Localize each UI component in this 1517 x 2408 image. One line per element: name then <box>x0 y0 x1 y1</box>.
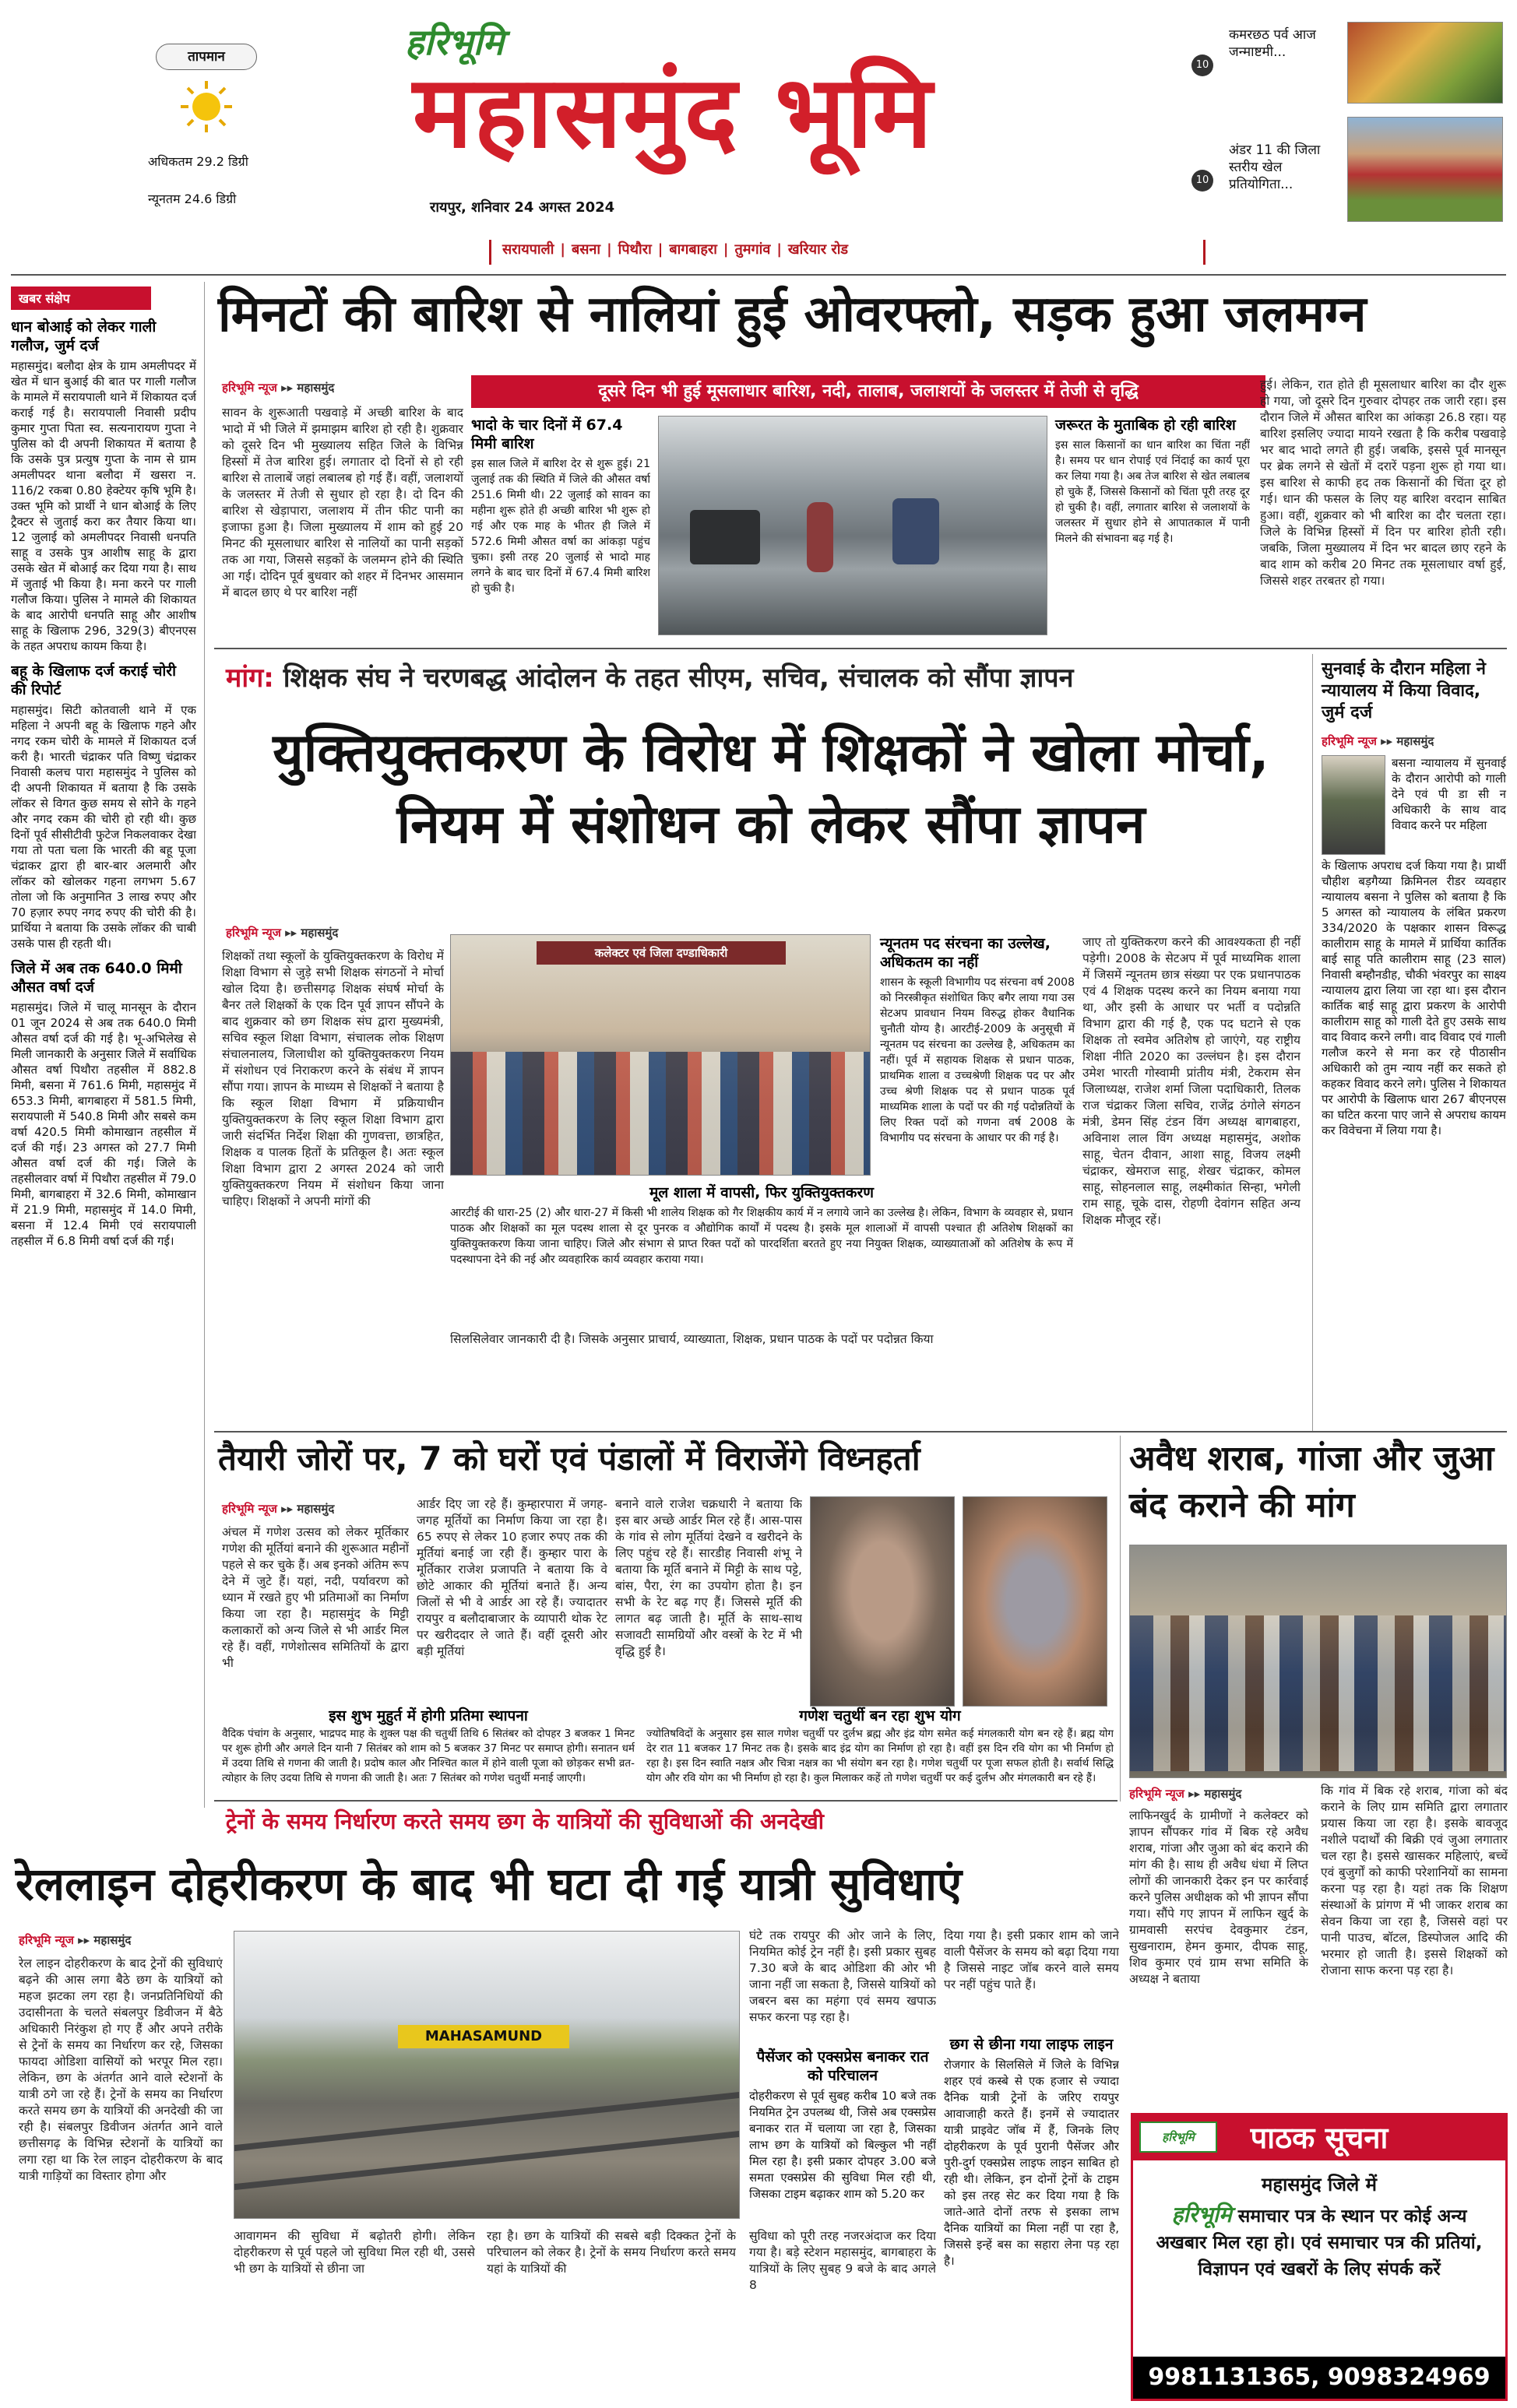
ganesh-byline: हरिभूमि न्यूज ▸▸ महासमुंद <box>222 1502 335 1516</box>
court-body: के खिलाफ अपराध दर्ज किया गया है। प्रार्थी चौहीश बड़गैय्या क्रिमिनल रीडर व्यवहार न्यायालय बसना ने पुलिस को बताया है कि 5 अगस्त को न्यायालय के लंबित प्रकरण 334/2020 के पक्षकार शासन विरूद्ध कालीराम साहू के मामले में प्रार्थिया कार्तिक बाई साहू पति कालीराम साहू (23 साल) निवासी बम्हौनडीह, चौकी भंवरपुर का साक्ष्य न्यायालय द्वारा लिया जा रहा था। इस दौरान कार्तिक बाई साहू द्वारा प्रकरण के आरोपी कालीराम साहू को गाली देते हुए उसके साथ वाद विवाद करने लगी। वाद विवाद एवं गाली गलौज करने से मना कर रहे पीठासीन अधिकारी को तुम न्याय नहीं कर सकते हो कहकर विवाद करने लगे। पुलिस ने शिकायत पर आरोपी के खिलाफ धारा 267 बीएनएस का घटित करना पाए जाने से अपराध कायम कर विवेचना में लिया गया है। <box>1322 859 1506 1137</box>
min-temp: न्यूनतम 24.6 डिग्री <box>148 192 237 206</box>
ganesh-col-2: आर्डर दिए जा रहे हैं। कुम्हारपारा में जगह-जगह मूर्तियों का निर्माण किया जा रहा है। 65 रुपए से लेकर 10 हजार रुपए तक की मूर्तियां बनाई जा रही हैं। कुम्हार पारा के मूर्तिकार राजेश प्रजापति ने बताया कि वे छोटे आकार की मूर्तियां बनाते हैं। अन्य जिलों से भी वे आर्डर आ रहे हैं। ज्यादातर रायपुर व बलौदाबाजार के व्यापारी थोक रेट पर खरीददार ले जाते हैं। वहीं दूसरी ओर बड़ी मूर्तियां <box>417 1497 607 1658</box>
rain-sub2-title: जरूरत के मुताबिक हो रही बारिश <box>1055 417 1236 434</box>
ganesh-sub1-title: इस शुभ मुहुर्त में होगी प्रतिमा स्थापना <box>329 1707 528 1724</box>
rain-street-photo <box>658 416 1047 635</box>
ganesh-sub2 <box>646 1707 1114 1811</box>
rail-sub2-title: छग से छीना गया लाइफ लाइन <box>949 2036 1114 2053</box>
rain-col-4: हुई। लेकिन, रात होते ही मूसलाधार बारिश का दौर शुरू हो गया, जो दूसरे दिन गुरुवार दोपहर तक जारी रहा। इस दौरान जिले में औसत बारिश का आंकड़ा 26.8 रहा। यह बारिश इसलिए ज्यादा मायने रखता है कि करीब पखवाड़े भर बाद भादो लगते ही हुई। जबकि, इससे पूर्व मानसून पर ब्रेक लगने से खेतों में दरारें पड़ना शुरू हो गया था। इस बारिश से काफी हद तक किसानों की चिंता दूर हो गई। धान की फसल के लिए यह बारिश वरदान साबित हुआ। वहीं, शुक्रवार को भी बारिश का दौर चलता रहा। जिले के विभिन्न हिस्सों में दिन पर बारिश होती रही। जबकि, जिला मुख्यालय में दिन भर बादल छाए रहने के बाद शाम को करीब 20 मिनट तक मूसलाधार वर्षा हुई, जिससे शहर तरबतर हो गया। <box>1260 378 1506 588</box>
brief-2-title: बहू के खिलाफ दर्ज कराई चोरी की रिपोर्ट <box>11 663 176 698</box>
area-bagbahra[interactable]: बागबाहरा <box>669 241 717 258</box>
rail-col-4-bottom: सुविधा को पूरी तरह नजरअंदाज कर दिया गया है। बड़े स्टेशन महासमुंद, बागबाहरा के यात्रियों के लिए सुबह 9 बजे के बाद अगले 8 <box>749 2229 936 2292</box>
brief-1-title: धान बोआई को लेकर गाली गलौज, जुर्म दर्ज <box>11 318 157 354</box>
rail-col-1: रेल लाइन दोहरीकरण के बाद ट्रेनों की सुविधाएं बढ़ने की आस लगा बैठे छग के यात्रियों को महज झटका लग रहा है। जनप्रतिनिधियों की उदासीनता के चलते संबलपुर डिवीजन में बैठे अधिकारी निरंकुश हो गए हैं और अपने तरीके से ट्रेनों के समय का निर्धारण कर रहे, जिसका फायदा ओडिशा वासियों को भरपूर मिल रहा। लेकिन, छग के अंतर्गत आने वाले स्टेशनों के यात्री ठगे जा रहे हैं। ट्रेनों के समय का निर्धारण करते समय छग के यात्रियों की अनदेखी की जा रही है। संबलपुर डिवीजन अंतर्गत आने वाले छत्तीसगढ़ के विभिन्न स्टेशनों के यात्रियों का लगा रहा था कि रेल लाइन दोहरीकरण के बाद यात्री गाड़ियों का विस्तार होगा और <box>19 1956 223 2183</box>
rail-kicker: ट्रेनों के समय निर्धारण करते समय छग के यात्रियों की सुविधाओं की अनदेखी <box>226 1809 824 1834</box>
notice-stamp: हरिभूमि <box>1139 2122 1217 2153</box>
weather-label: तापमान <box>156 44 257 70</box>
teachers-sub2 <box>450 1183 1073 1322</box>
teaser-photo-1 <box>1347 22 1503 104</box>
ganesh-bottom-divider <box>214 1800 1118 1802</box>
reader-notice <box>1131 2113 1508 2401</box>
rail-byline: हरिभूमि न्यूज ▸▸ महासमुंद <box>19 1933 132 1947</box>
rain-byline: हरिभूमि न्यूज ▸▸ महासमुंद <box>222 381 335 395</box>
rail-col-4-top: घंटे तक रायपुर की ओर जाने के लिए, नियमित कोई ट्रेन नहीं है। इसी प्रकार सुबह 7.30 बजे के बाद ओडिशा की ओर भी जाना नहीं जा सकता है, जिससे यात्रियों को जबरन बस का महंगा एवं समय खपाऊ सफर करना पड़ रहा है। <box>749 1928 936 2024</box>
area-pithora[interactable]: पिथौरा <box>618 241 652 258</box>
ganesh-right-divider <box>1120 1436 1121 1802</box>
teachers-sub1 <box>880 934 1075 1169</box>
brief-1-body: महासमुंद। बलौदा क्षेत्र के ग्राम अमलीपदर में खेत में धान बुआई की बात पर गाली गलौज के मामले में सरायपाली थाने में शिकायत दर्ज कराई गई है। सरायपाली निवासी प्रदीप कुमार गुप्ता पिता स्व. सत्यनारायण गुप्ता ने पुलिस को दी अपनी शिकायत में बताया है कि उसके पुत्र प्रत्युष गुप्ता के नाम से ग्राम अमलीपदर थाना बलौदा में खसरा न. 116/2 रकबा 0.80 हेक्टेयर कृषि भूमि है। उक्त भूमि को प्रार्थी ने धान बोआई के लिए ट्रैक्टर से जुताई करा कर तैयार किया था। 12 जुलाई को अमलीपदर निवासी धनपति साहू व उसके पुत्र आशीष साहू के द्वारा उसके खेत में बोआई कर दिया गया है। साथ में जुताई भी किया है। मना करने पर गाली गलौज किया। पुलिस ने मामले की शिकायत के बाद आरोपी धनपति साहू और आशीष साहू के खिलाफ 296, 329(3) बीएनएस के तहत अपराध कायम किया है। <box>11 359 196 653</box>
rain-sub1-body: इस साल जिले में बारिश देर से शुरू हुई। 21 जुलाई तक की स्थिति में जिले की औसत वर्षा 251.6 मिमी थी। 22 जुलाई को सावन का महीना शुरू होते ही अच्छी बारिश भी शुरू हो गई और एक माह के भीतर ही जिले में 572.6 मिमी औसत वर्षा का आंकड़ा पहुंच चुका। इसी तरह 20 जुलाई से भादो माह लगने के बाद चार दिनों में 67.4 मिमी बारिश हो चुकी है। <box>471 458 650 595</box>
rain-sub2 <box>1055 416 1250 601</box>
ganesh-idol-photo-1 <box>810 1496 955 1707</box>
brand-logo: हरिभूमि <box>405 21 504 63</box>
notice-line1: महासमुंद जिले में <box>1262 2174 1377 2195</box>
court-headline: सुनवाई के दौरान महिला ने न्यायालय में किया विवाद, जुर्म दर्ज <box>1322 659 1486 722</box>
rain-sub2-body: इस साल किसानों का धान बारिश का चिंता नहीं है। समय पर धान रोपाई एवं निंदाई का कार्य पूरा कर लिया गया है। अब तेज बारिश से खेत लबालब हो चुके हैं, जिससे किसानों को चिंता पूरी तरह दूर हो चुकी है। वहीं, लगातार बारिश से जलाशयों के जलस्तर में सुधार होने से आपातकाल में पानी मिलने की संभावना बढ़ गई है। <box>1055 439 1250 545</box>
rain-sub1-title: भादो के चार दिनों में 67.4 मिमी बारिश <box>471 417 623 452</box>
area-basna[interactable]: बसना <box>571 241 601 258</box>
ganesh-col-1: अंचल में गणेश उत्सव को लेकर मूर्तिकार गणेश की मूर्तियां बनाने की शुरूआत महीनों पहले से कर चुके हैं। अब इनको अंतिम रूप देने में जुटे हैं। यहां, नदी, पर्यावरण को ध्यान में रखते हुए भी प्रतिमाओं का निर्माण किया जा रहा है। महासमुंद के मिट्टी कलाकारों को अन्य जिले से भी आर्डर मिल रहे हैं। वहीं, गणेशोत्सव समितियों के द्वारा भी <box>222 1525 409 1670</box>
rail-sub1-title: पैसेंजर को एक्सप्रेस बनाकर रात को परिचालन <box>756 2048 929 2084</box>
rail-sub1-body: दोहरीकरण से पूर्व सुबह करीब 10 बजे तक नियमित ट्रेन उपलब्ध थी, जिसे अब एक्सप्रेस बनाकर रात में चलाया जा रहा है, जिसका लाभ छग के यात्रियों को बिल्कुल भी नहीं मिल रहा है। इसी प्रकार दोपहर 3.00 बजे समता एक्सप्रेस की सुविधा मिल रही थी, जिसका टाइम बढ़ाकर शाम को 5.20 कर <box>749 2089 936 2201</box>
teachers-sub2-body: आरटीई की धारा-25 (2) और धारा-27 में किसी भी शालेय शिक्षक को गैर शिक्षकीय कार्य में न लगाये जाने का उल्लेख है। लेकिन, विभाग के व्यवहार से, प्रधान पाठक और शिक्षकों का मूल पदस्थ शाला से दूर पुनरक व औद्योगिक कार्यों में पदस्थ है। इसके मूल शालाओं में वापसी पश्चात ही अतिशेष शिक्षकों का युक्तियुक्तकरण किया जाना चाहिए। जिले और संभाग से प्राप्त रिक्त पदों को पारदर्शिता बरतते हुए नया नियुक्त शिक्षक, व्याख्याताओं को अतिशेष के रूप में पदस्थापना देने की नई और व्यवहारिक कार्य व्यवहार कराया गया। <box>450 1207 1073 1266</box>
teachers-byline: हरिभूमि न्यूज ▸▸ महासमुंद <box>226 926 339 940</box>
area-khariar-road[interactable]: खरियार रोड <box>787 241 849 258</box>
teaser-photo-2 <box>1347 117 1503 222</box>
teachers-sub1-title: न्यूनतम पद संरचना का उल्लेख, अधिकतम का नहीं <box>880 935 1051 971</box>
rail-sub2 <box>944 2035 1119 2368</box>
ganesh-headline: तैयारी जोरों पर, 7 को घरों एवं पंडालों में विराजेंगे विध्नहर्ता <box>218 1440 920 1478</box>
liquor-col-1: लाफिनखुर्द के ग्रामीणों ने कलेक्टर को ज्ञापन सौंपकर गांव में बिक रहे अवैध शराब, गांजा और जुआ को बंद कराने की मांग की है। साथ ही अवैध धंधा में लिप्त लोगों की जानकारी देकर इन पर कार्रवाई करने पुलिस अधीक्षक को भी ज्ञापन सौंपा गया। सौंपे गए ज्ञापन में लाफिन खुर्द के ग्रामवासी सरपंच देवकुमार टंडन, सुखनाराम, हेमन कुमार, दीपक साहू, शिव कुमार एवं ग्राम सभा समिति के अध्यक्ष ने बताया <box>1129 1809 1308 1986</box>
rain-kicker: दूसरे दिन भी हुई मूसलाधार बारिश, नदी, तालाब, जलाशयों के जलस्तर में तेजी से वृद्धि <box>471 375 1265 408</box>
news-brief-sidebar <box>11 286 196 1806</box>
rain-col-1: सावन के शुरूआती पखवाड़े में अच्छी बारिश के बाद भादो में भी जिले में झमाझम बारिश हो रही है। शुक्रवार को दूसरे दिन भी मुख्यालय सहित जिले के विभिन्न हिस्सों में तेज बारिश हुई। लगातार दो दिनों से हो रही बारिश से तालाबें जहां लबालब हो गई हैं। वहीं, जलाशयों के जलस्तर में तेजी से सुधार हो रहा है। दो दिन की बारिश से खेड़ापारा, जलाशय में तीन फीट पानी का इजाफा हुआ है। जिला मुख्यालय में शाम को हुई 20 मिनट की मूसलाधार बारिश से नालियों का पानी सड़कों तक आ गया, जिससे सड़कों के जलमग्न होने की स्थिति आ गई। दोदिन पूर्व बुधवार को शहर में दिनभर आसमान में बादल छाए थे पर बारिश नहीं <box>222 406 463 599</box>
masthead <box>0 0 1517 269</box>
ganesh-sub2-body: ज्योतिषविदों के अनुसार इस साल गणेश चतुर्थी पर दुर्लभ ब्रह्म और इंद्र योग समेत कई मंगलकारी योग बन रहे हैं। ब्रह्म योग देर रात 11 बजकर 17 मिनट तक है। इसके बाद इंद्र योग का निर्माण हो रहा है। वहीं इस दिन रवि योग का भी निर्माण हो रहा है। इस दिन स्वाति नक्षत्र और चित्रा नक्षत्र का भी संयोग बन रहा है। गणेश चतुर्थी पर पूजा सफल होती है। सर्वार्थ सिद्धि योग और रवि योग का भी निर्माण हो रहा है। कुल मिलाकर कहें तो गणेश चतुर्थी पर कई दुर्लभ और मंगलकारी बन रहे हैं। <box>646 1728 1114 1784</box>
teachers-col-bottom: सिलसिलेवार जानकारी दी है। जिसके अनुसार प्राचार्य, व्याख्याता, शिक्षक, प्रधान पाठक के पदों पर पदोन्नत किया <box>450 1332 934 1346</box>
notice-title: पाठक सूचना <box>1133 2115 1505 2160</box>
court-byline: हरिभूमि न्यूज ▸▸ महासमुंद <box>1322 734 1434 748</box>
ganesh-sub1 <box>222 1707 635 1811</box>
sidebar-divider <box>204 282 205 1808</box>
masthead-divider <box>11 274 1506 276</box>
station-board: MAHASAMUND <box>398 2025 569 2048</box>
area-saraipali[interactable]: सरायपाली <box>502 241 554 258</box>
rain-sub1 <box>471 416 650 620</box>
notice-line2: समाचार पत्र के स्थान पर कोई अन्य अखबार मिल रहा हो। एवं समाचार पत्र की प्रतियां, विज्ञापन एवं खबरों के लिए संपर्क करें <box>1156 2206 1483 2280</box>
teaser-page-badge: 10 <box>1191 170 1213 192</box>
teachers-col-4: जाए तो युक्तिकरण करने की आवश्यकता ही नहीं पड़ेगी। 2008 के सेटअप में पूर्व माध्यमिक शाला में जिसमें न्यूनतम छात्र संख्या पर एक प्रधानपाठक एवं 4 शिक्षक पदस्थ करने का नियम बनाया गया था, और इसी के आधार पर भर्ती व पदोन्नति विभाग द्वारा की गई है, एक पद घटाने से एक शिक्षक तो स्वमेव अतिशेष हो जाएंगे, यह राष्ट्रीय शिक्षा नीति 2020 का उल्लंघन है। इस दौरान उमेश भारती गोस्वामी प्रांतीय मंत्री, टेकराम सेन जिलाध्यक्ष, राजेश शर्मा जिला पदाधिकारी, तिलक राज चंद्राकर जिला सचिव, राजेंद्र ठंगोले संगठन मंत्री, डेमन सिंह टंडन विंग अध्यक्ष बागबाहरा, अविनाश लाल विंग अध्यक्ष महासमुंद, अशोक साहू, चेतन दीवान, आशा साहू, विजय लक्ष्मी चंद्राकर, खेमराज साहू, शेखर चंद्राकर, कोमल साहू, सोहनलाल साहू, लक्ष्मीकांत सिन्हा, भगेली राम साहू, चूके दास, रोहणी देवांगन सहित अन्य शिक्षक मौजूद रहें। <box>1082 935 1301 1227</box>
court-photo <box>1322 755 1385 855</box>
teachers-group-photo <box>450 934 871 1176</box>
rail-station-photo <box>234 1931 740 2219</box>
teaser-page-badge: 10 <box>1191 54 1213 76</box>
sun-icon <box>179 79 234 134</box>
ganesh-sub1-body: वैदिक पंचांग के अनुसार, भाद्रपद माह के शुक्ल पक्ष की चतुर्थी तिथि 6 सितंबर को दोपहर 3 बजकर 1 मिनट पर शुरू होगी और अगले दिन यानी 7 सितंबर को शाम को 5 बजकर 37 मिनट पर समाप्त होगी। सनातन धर्म में उदया तिथि से गणना की जाती है। प्रदोष काल और निश्चित काल में होने वाली पूजा को छोड़कर सभी व्रत-त्योहार के लिए उदया तिथि से गणना की जाती है। अतः 7 सितंबर को गणेश चतुर्थी मनाई जाएगी। <box>222 1728 635 1784</box>
max-temp: अधिकतम 29.2 डिग्री <box>148 154 248 169</box>
area-tumgaon[interactable]: तुमगांव <box>734 241 771 258</box>
ganesh-col-3: बनाने वाले राजेश चक्रधारी ने बताया कि इस बार अच्छे आर्डर मिल रहे हैं। आस-पास के गांव से लोग मूर्तियां देखने व खरीदने के लिए पहुंच रहे हैं। सारडीह निवासी शंभू ने बताया कि मूर्ति बनाने में मिट्टी के साथ पट्टे, बांस, पैरा, रंग का उपयोग होता है। इन सभी के रेट बढ़ गए हैं। जिससे मूर्ति की लागत बढ़ जाती है। मूर्ति के साथ-साथ सजावटी सामग्रियों और वस्त्रों के रेट में भी वृद्धि हुई है। <box>615 1497 802 1658</box>
teaser-text: कमरछठ पर्व आज जन्माष्टमी... <box>1229 27 1316 60</box>
notice-brand: हरिभूमि <box>1171 2202 1232 2227</box>
ganesh-sub2-title: गणेश चतुर्थी बन रहा शुभ योग <box>799 1707 961 1724</box>
teachers-kicker-text: शिक्षक संघ ने चरणबद्ध आंदोलन के तहत सीएम, सचिव, संचालक को सौंपा ज्ञापन <box>283 663 1074 694</box>
liquor-headline: अवैध शराब, गांजा और जुआ बंद कराने की मांग <box>1129 1439 1494 1525</box>
court-story <box>1322 659 1506 1364</box>
rail-headline: रेललाइन दोहरीकरण के बाद भी घटा दी गई यात्री सुविधाएं <box>16 1858 963 1911</box>
brief-3-body: महासमुंद। जिले में चालू मानसून के दौरान 01 जून 2024 से अब तक 640.0 मिमी औसत वर्षा दर्ज की गई है। भू-अभिलेख से मिली जानकारी के अनुसार जिले में सर्वाधिक औसत वर्षा पिथौरा तहसील में 882.8 मिमी, बसना में 761.6 मिमी, महासमुंद में 653.3 मिमी, बागबाहरा में 581.5 मिमी, सरायपाली में 540.8 मिमी और सबसे कम वर्षा 420.5 मिमी कोमाखान तहसील में दर्ज की गई। 23 अगस्त को 27.7 मिमी औसत वर्षा दर्ज की गई। जिले के तहसीलवार वर्षा में पिथौरा तहसील में 79.0 मिमी, बागबाहरा में 32.6 मिमी, कोमाखान में 21.9 मिमी, महासमुंद में 14.0 मिमी, बसना में 12.4 मिमी एवं सरायपाली तहसील में 6.8 मिमी वर्षा दर्ज की गई। <box>11 1000 196 1248</box>
dateline: रायपुर, शनिवार 24 अगस्त 2024 <box>430 199 615 216</box>
area-strip: सरायपाली | बसना | पिथौरा | बागबाहरा | तुमगांव | खरियार रोड <box>489 240 1206 265</box>
notice-phones[interactable]: 9981131365, 9098324969 <box>1133 2357 1505 2399</box>
teachers-bottom-divider <box>214 1431 1507 1432</box>
teachers-kicker <box>226 659 1301 694</box>
rail-col-5-top: दिया गया है। इसी प्रकार शाम को जाने वाली पैसेंजर के समय को बढ़ा दिया गया है जिससे नाइट जॉब करने वाले समय पर नहीं पहुंच पाते हैं। <box>944 1928 1119 1991</box>
rail-sub1 <box>749 2048 936 2252</box>
brief-2-body: महासमुंद। सिटी कोतवाली थाने में एक महिला ने अपनी बहू के खिलाफ गहने और नगद रकम चोरी के मामले में शिकायत दर्ज करी है। भारती चंद्राकर पति विष्णु चंद्राकर निवासी कलच पारा महासमुंद ने पुलिस को दी अपनी शिकायत में बताया है कि उसके लॉकर से विगत कुछ समय से सोने के गहने और नगद रकम की चोरी हो रही थी। कुछ दिनों पूर्व सीसीटीवी फुटेज निकलवाकर देखा गया तो पता चला कि भारती की बहू पूजा चंद्राकर द्वारा ही बार-बार अलमारी और लॉकर को खोलकर गहना लगभग 5.67 तोला जो कि अनुमानित 3 लाख रुपए और 70 हज़ार रुपए नगद रुपए की चोरी की है। प्रार्थिया ने बताया कि उसके लॉकर की चाबी उसके पास ही रहती थी। <box>11 703 196 951</box>
rail-col-2: आवागमन की सुविधा में बढ़ोतरी होगी। लेकिन दोहरीकरण से पूर्व पहले जो सुविधा मिल रही थी, उससे भी छग के यात्रियों से छीना जा <box>234 2229 475 2276</box>
teachers-kicker-label: मांग: <box>226 663 274 694</box>
rail-sub2-body: रोजगार के सिलसिले में जिले के विभिन्न शहर एवं कस्बे से एक हजार से ज्यादा दैनिक यात्री ट्रेनों के जरिए रायपुर आवाजाही करते हैं। इनमें से ज्यादातर यात्री प्राइवेट जॉब में हैं, जिनके लिए दोहरीकरण के पूर्व पुरानी पैसेंजर और पुरी-दुर्ग एक्सप्रेस लाइफ लाइन साबित हो रही थी। लेकिन, इन दोनों ट्रेनों के टाइम को इस तरह सेट कर दिया गया है कि जाते-आते दोनों तरफ से इसका लाभ दैनिक यात्रियों का मिला नहीं पा रहा है, जिससे इन्हें बस का सहारा लेना पड़ रहा है। <box>944 2058 1119 2268</box>
teaser-text: अंडर 11 की जिला स्तरीय खेल प्रतियोगिता... <box>1229 142 1321 192</box>
teachers-col-1: शिक्षकों तथा स्कूलों के युक्तियुक्तकरण के विरोध में शिक्षा विभाग से जुड़े सभी शिक्षक संगठनों ने मोर्चा खोल दिया है। छत्तीसगढ़ शिक्षक संघर्ष मोर्चा के बैनर तले शिक्षकों के एक दिन पूर्व ज्ञापन सौंपने के बाद शुक्रवार को छग शिक्षक संघ द्वारा मुख्यमंत्री, सचिव स्कूल शिक्षा विभाग, संचालक लोक शिक्षण संचालनालय, जिलाधीश को युक्तियुक्तकरण नियम में संशोधन एवं निराकरण करने के संबंध में ज्ञापन सौंपा गया। ज्ञापन के माध्यम से शिक्षकों ने बताया है कि स्कूल शिक्षा विभाग में प्रक्रियाधीन युक्तियुक्तकरण के लिए स्कूल शिक्षा विभाग द्वारा जारी संदर्भित निर्देश शिक्षा की गुणवत्ता, छात्रहित, शिक्षक व पालक हितों के प्रतिकूल है। अतः स्कूल शिक्षा विभाग द्वारा 2 अगस्त 2024 को जारी युक्तियुक्तकरण नियम में संशोधन किया जाना चाहिए। शिक्षकों ने अपनी मांगों की <box>222 949 444 1208</box>
rail-col-3: रहा है। छग के यात्रियों की सबसे बड़ी दिक्कत ट्रेनों के परिचालन को लेकर है। ट्रेनों के समय निर्धारण करते समय यहां के यात्रियों की <box>487 2229 736 2276</box>
weather-box <box>148 44 280 215</box>
teaser-2[interactable] <box>1191 109 1511 226</box>
liquor-byline: हरिभूमि न्यूज ▸▸ महासमुंद <box>1129 1787 1242 1801</box>
liquor-villagers-photo <box>1129 1545 1507 1778</box>
teachers-headline: युक्तियुक्तकरण के विरोध में शिक्षकों ने खोला मोर्चा, नियम में संशोधन को लेकर सौंपा ज्ञापन <box>273 722 1269 856</box>
collector-office-sign: कलेक्टर एवं जिला दण्डाधिकारी <box>537 941 786 965</box>
ganesh-idol-photo-2 <box>963 1496 1107 1707</box>
court-body-top: बसना न्यायालय में सुनवाई के दौरान आरोपी को गाली देने एवं पी डा सी न अधिकारी के साथ वाद विवाद करने पर महिला <box>1392 756 1506 832</box>
rain-divider <box>214 648 1507 649</box>
teachers-sub1-body: शासन के स्कूली विभागीय पद संरचना वर्ष 2008 को निरस्त्रीकृत संशोधित किए बगैर लाया गया उस सेटअप प्रावधान नियम विरुद्ध होकर वैधानिक चुनौती योग्य है। आरटीई-2009 के अनुसूची में न्यूनतम पद संरचना का उल्लेख है, अधिकतम का नहीं। पूर्व में सहायक शिक्षक से प्रधान पाठक, प्राथमिक शाला व उच्चश्रेणी शिक्षक पद पर और उच्च श्रेणी शिक्षक पद से प्रधान पाठक पूर्व माध्यमिक शाला के पदों पर की गई पदोन्नतियों के लिए रिक्त पदों को गणना वर्ष 2008 के विभागीय पद संरचना के आधार पर की गई है। <box>880 976 1075 1144</box>
teaser-1[interactable] <box>1191 22 1511 107</box>
rain-headline: मिनटों की बारिश से नालियां हुई ओवरफ्लो, सड़क हुआ जलमग्न <box>218 286 1367 343</box>
teachers-right-divider <box>1312 654 1313 1432</box>
teachers-sub2-title: मूल शाला में वापसी, फिर युक्तियुक्तकरण <box>649 1184 874 1201</box>
brief-3-title: जिले में अब तक 640.0 मिमी औसत वर्षा दर्ज <box>11 960 182 996</box>
brief-label: खबर संक्षेप <box>11 286 151 310</box>
paper-title: महासमुंद भूमि <box>413 54 934 170</box>
liquor-col-2: कि गांव में बिक रहे शराब, गांजा को बंद कराने के लिए ग्राम समिति द्वारा लगातार प्रयास किया जा रहा है। इसके बावजूद नशीले पदार्थों की बिक्री एवं जुआ लगातार चल रहा है। इससे खासकर महिलाएं, बच्चें एवं बुजुर्गों को काफी परेशानियों का सामना करना पड़ रहा है। यहां तक कि शिक्षण संस्थाओं के प्रांगण में भी जाकर शराब का सेवन किया जा रहा है, जिससे वहां पर पानी पाउच, बॉटल, डिस्पोजल आदि की भरमार हो जाती है। इससे शिक्षकों को रोजाना साफ करना पड़ रहा है। <box>1321 1784 1508 1977</box>
